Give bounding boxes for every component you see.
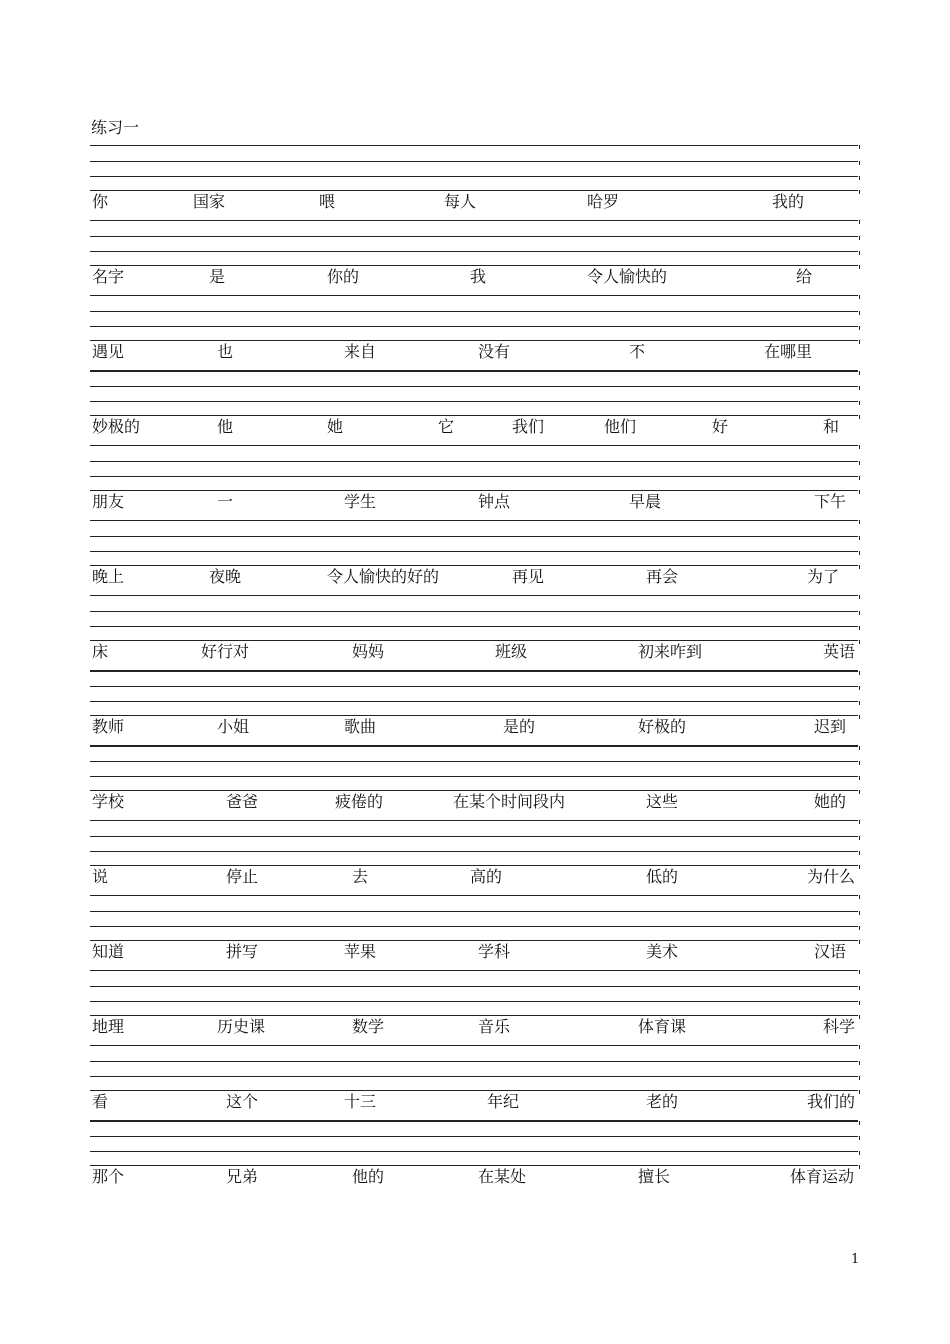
writing-line (90, 251, 858, 252)
vocabulary-word: 音乐 (478, 1017, 511, 1036)
vocabulary-word: 小姐 (217, 717, 250, 736)
writing-line (90, 715, 858, 716)
vocabulary-word: 老的 (646, 1092, 679, 1111)
practice-block (90, 445, 860, 520)
writing-line (90, 326, 858, 327)
vocabulary-word: 英语 (823, 642, 856, 661)
practice-block (90, 1120, 860, 1195)
writing-line (90, 1001, 858, 1002)
vocabulary-word: 疲倦的 (335, 792, 384, 811)
vocabulary-row (90, 342, 860, 366)
vocabulary-word: 教师 (92, 717, 125, 736)
vocabulary-word: 遇见 (92, 342, 125, 361)
vocabulary-word: 汉语 (814, 942, 847, 961)
vocabulary-word: 在哪里 (764, 342, 813, 361)
vocabulary-word: 在某个时间段内 (453, 792, 566, 811)
writing-line (90, 340, 858, 341)
vocabulary-word: 美术 (646, 942, 679, 961)
vocabulary-word: 朋友 (92, 492, 125, 511)
writing-line (90, 1045, 858, 1046)
vocabulary-word: 他的 (352, 1167, 385, 1186)
writing-line (90, 1076, 858, 1077)
vocabulary-word: 再会 (646, 567, 679, 586)
vocabulary-row (90, 642, 860, 666)
writing-line (90, 865, 858, 866)
vocabulary-word: 为了 (807, 567, 840, 586)
vocabulary-word: 妙极的 (92, 417, 141, 436)
vocabulary-word: 好 (712, 417, 729, 436)
writing-line (90, 940, 858, 941)
vocabulary-word: 令人愉快的好的 (327, 567, 440, 586)
practice-block (90, 220, 860, 295)
vocabulary-word: 给 (796, 267, 813, 286)
writing-line (90, 1015, 858, 1016)
vocabulary-row (90, 1092, 860, 1116)
vocabulary-word: 每人 (444, 192, 477, 211)
practice-block (90, 595, 860, 670)
writing-line (90, 1061, 858, 1062)
writing-line (90, 220, 858, 221)
vocabulary-word: 我 (470, 267, 487, 286)
writing-line (90, 626, 858, 627)
vocabulary-row (90, 267, 860, 291)
writing-line (90, 611, 858, 612)
writing-line (90, 670, 858, 672)
vocabulary-word: 我们的 (807, 1092, 856, 1111)
vocabulary-word: 高的 (470, 867, 503, 886)
vocabulary-word: 拼写 (226, 942, 259, 961)
vocabulary-word: 苹果 (344, 942, 377, 961)
vocabulary-word: 体育运动 (790, 1167, 855, 1186)
vocabulary-word: 你的 (327, 267, 360, 286)
writing-line (90, 520, 858, 521)
vocabulary-word: 是 (209, 267, 226, 286)
writing-line (90, 1090, 858, 1091)
writing-line (90, 236, 858, 237)
vocabulary-word: 我的 (772, 192, 805, 211)
vocabulary-word: 好极的 (638, 717, 687, 736)
vocabulary-word: 名字 (92, 267, 125, 286)
writing-line (90, 895, 858, 896)
writing-line (90, 1165, 858, 1166)
vocabulary-word: 看 (92, 1092, 109, 1111)
vocabulary-word: 我们 (512, 417, 545, 436)
vocabulary-word: 擅长 (638, 1167, 671, 1186)
writing-line (90, 265, 858, 266)
vocabulary-word: 班级 (495, 642, 528, 661)
vocabulary-word: 她的 (814, 792, 847, 811)
vocabulary-word: 兄弟 (226, 1167, 259, 1186)
writing-line (90, 986, 858, 987)
vocabulary-row (90, 717, 860, 741)
vocabulary-word: 喂 (319, 192, 336, 211)
vocabulary-word: 学校 (92, 792, 125, 811)
writing-line (90, 836, 858, 837)
practice-block (90, 895, 860, 970)
vocabulary-word: 在某处 (478, 1167, 527, 1186)
practice-block (90, 820, 860, 895)
vocabulary-word: 好行对 (201, 642, 250, 661)
vocabulary-word: 哈罗 (587, 192, 620, 211)
vocabulary-word: 歌曲 (344, 717, 377, 736)
vocabulary-word: 他们 (604, 417, 637, 436)
practice-block (90, 745, 860, 820)
vocabulary-word: 初来咋到 (638, 642, 703, 661)
vocabulary-word: 那个 (92, 1167, 125, 1186)
vocabulary-word: 令人愉快的 (587, 267, 668, 286)
vocabulary-word: 早晨 (629, 492, 662, 511)
page-title: 练习一 (91, 118, 140, 137)
vocabulary-word: 低的 (646, 867, 679, 886)
writing-line (90, 701, 858, 702)
vocabulary-word: 学生 (344, 492, 377, 511)
vocabulary-word: 知道 (92, 942, 125, 961)
vocabulary-word: 夜晚 (209, 567, 242, 586)
vocabulary-row (90, 867, 860, 891)
writing-line (90, 640, 858, 641)
vocabulary-word: 去 (352, 867, 369, 886)
writing-line (90, 551, 858, 552)
writing-line (90, 686, 858, 687)
vocabulary-word: 晚上 (92, 567, 125, 586)
vocabulary-word: 它 (438, 417, 455, 436)
practice-block (90, 370, 860, 445)
vocabulary-word: 再见 (512, 567, 545, 586)
vocabulary-word: 年纪 (487, 1092, 520, 1111)
vocabulary-word: 你 (92, 192, 109, 211)
vocabulary-row (90, 942, 860, 966)
vocabulary-word: 历史课 (217, 1017, 266, 1036)
writing-line (90, 1151, 858, 1152)
writing-line (90, 851, 858, 852)
vocabulary-row (90, 192, 860, 216)
vocabulary-sheet (90, 145, 860, 1195)
writing-line (90, 176, 858, 177)
writing-line (90, 445, 858, 446)
vocabulary-row (90, 417, 860, 441)
writing-line (90, 415, 858, 416)
writing-line (90, 776, 858, 777)
writing-line (90, 490, 858, 491)
vocabulary-word: 迟到 (814, 717, 847, 736)
vocabulary-row (90, 567, 860, 591)
vocabulary-word: 体育课 (638, 1017, 687, 1036)
vocabulary-word: 不 (629, 342, 646, 361)
vocabulary-word: 钟点 (478, 492, 511, 511)
vocabulary-word: 来自 (344, 342, 377, 361)
vocabulary-word: 没有 (478, 342, 511, 361)
writing-line (90, 1120, 858, 1122)
writing-line (90, 820, 858, 821)
writing-line (90, 595, 858, 596)
writing-line (90, 370, 858, 372)
vocabulary-word: 国家 (193, 192, 226, 211)
writing-line (90, 190, 858, 191)
vocabulary-word: 数学 (352, 1017, 385, 1036)
vocabulary-word: 床 (92, 642, 109, 661)
writing-line (90, 295, 858, 296)
writing-line (90, 461, 858, 462)
vocabulary-word: 为什么 (807, 867, 856, 886)
vocabulary-row (90, 792, 860, 816)
writing-line (90, 161, 858, 162)
vocabulary-word: 她 (327, 417, 344, 436)
vocabulary-word: 这个 (226, 1092, 259, 1111)
vocabulary-word: 也 (217, 342, 234, 361)
practice-block (90, 295, 860, 370)
writing-line (90, 386, 858, 387)
vocabulary-word: 地理 (92, 1017, 125, 1036)
vocabulary-word: 停止 (226, 867, 259, 886)
vocabulary-word: 十三 (344, 1092, 377, 1111)
practice-block (90, 145, 860, 220)
vocabulary-word: 爸爸 (226, 792, 259, 811)
writing-line (90, 926, 858, 927)
vocabulary-row (90, 1167, 860, 1191)
practice-block (90, 970, 860, 1045)
vocabulary-word: 他 (217, 417, 234, 436)
vocabulary-word: 是的 (503, 717, 536, 736)
practice-block (90, 670, 860, 745)
practice-block (90, 520, 860, 595)
writing-line (90, 565, 858, 566)
vocabulary-word: 学科 (478, 942, 511, 961)
vocabulary-row (90, 492, 860, 516)
writing-line (90, 401, 858, 402)
vocabulary-row (90, 1017, 860, 1041)
writing-line (90, 790, 858, 791)
writing-line (90, 970, 858, 971)
vocabulary-word: 一 (217, 492, 234, 511)
vocabulary-word: 这些 (646, 792, 679, 811)
vocabulary-word: 和 (823, 417, 840, 436)
practice-block (90, 1045, 860, 1120)
writing-line (90, 311, 858, 312)
writing-line (90, 745, 858, 747)
page-number: 1 (851, 1252, 860, 1267)
writing-line (90, 145, 858, 146)
vocabulary-word: 妈妈 (352, 642, 385, 661)
writing-line (90, 761, 858, 762)
vocabulary-word: 说 (92, 867, 109, 886)
vocabulary-word: 下午 (814, 492, 847, 511)
writing-line (90, 536, 858, 537)
writing-line (90, 476, 858, 477)
vocabulary-word: 科学 (823, 1017, 856, 1036)
writing-line (90, 1136, 858, 1137)
writing-line (90, 911, 858, 912)
